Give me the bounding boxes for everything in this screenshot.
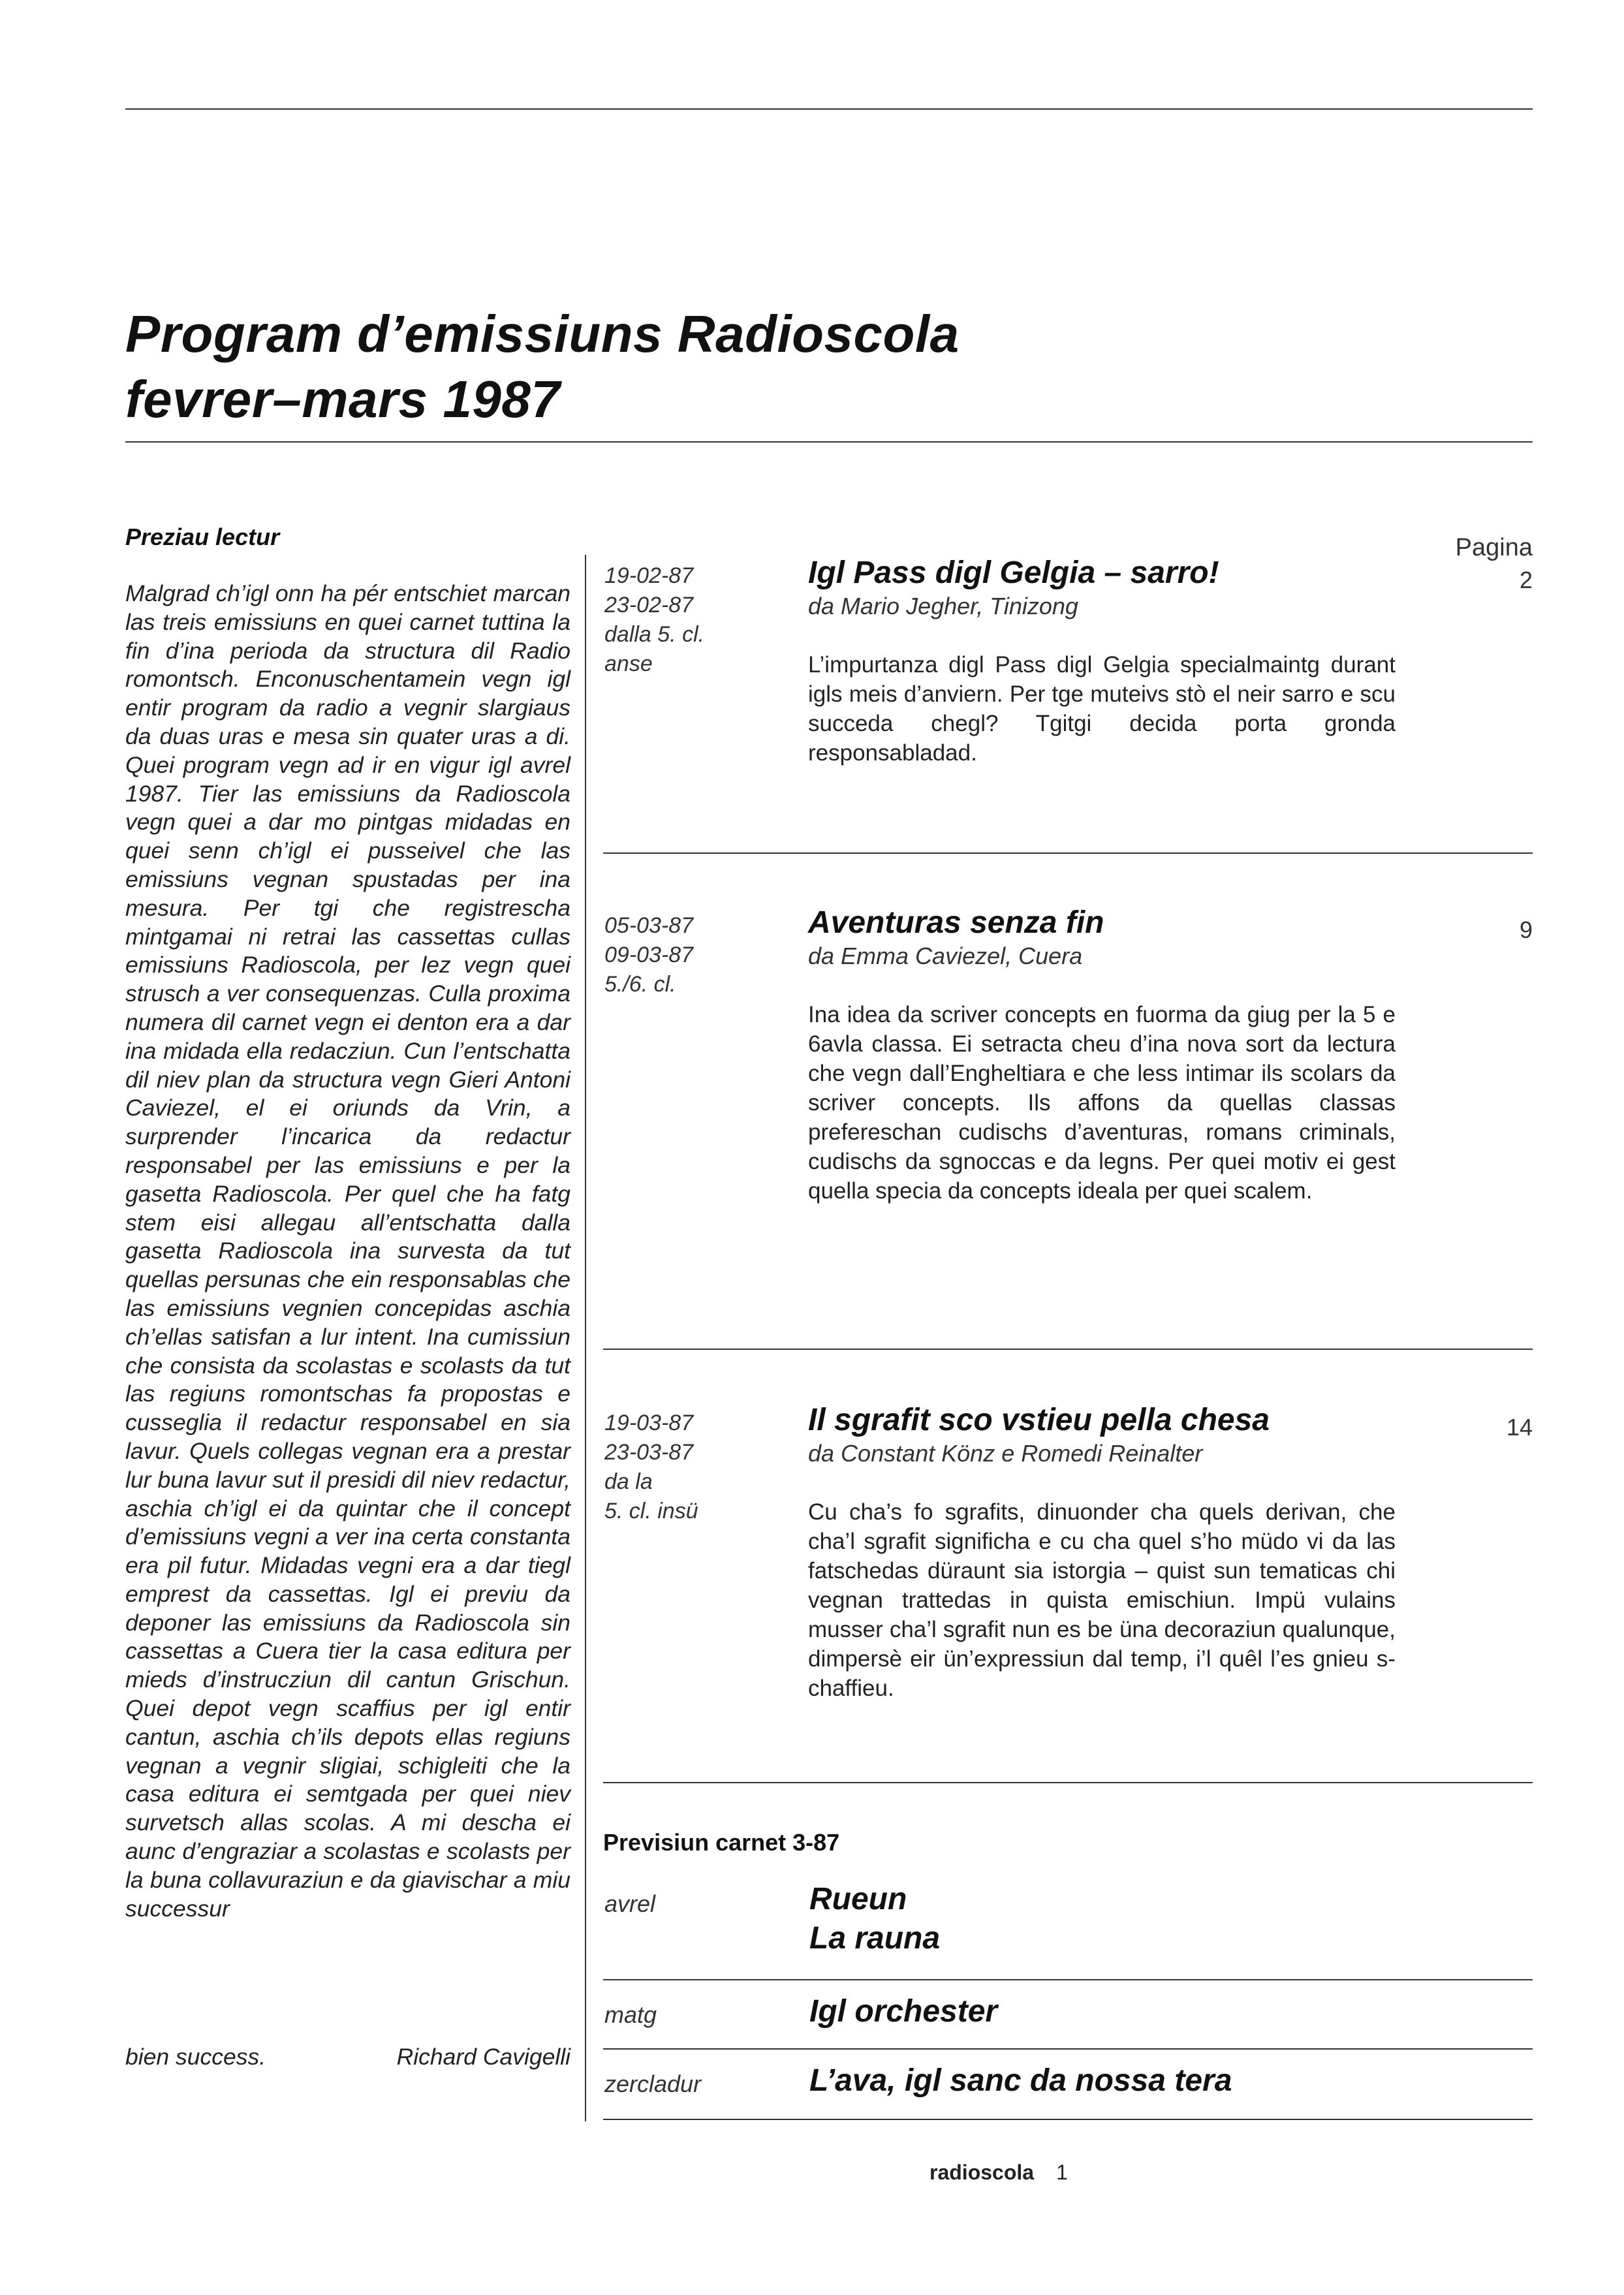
entry-1-date-2: 23-02-87	[604, 593, 694, 617]
entry-2-description: Ina idea da scriver concepts en fuorma da giug per la 5 e 6avla classa. Ei setracta cheu d’ina nova sort da lectura che vegn dall’Engheltiara e che less intimar ils scolars da scriver concepts. Ils affons da quellas classas prefereschan cudischs d’aventuras, romans criminals, cudischs da sgnoccas e da legns. Per quei motiv ei gest quella specia da concepts ideala per quei scalem.	[808, 1002, 1396, 1204]
entry-2-rule	[603, 1349, 1533, 1350]
entry-3-date-2: 23-03-87	[604, 1440, 694, 1465]
preview-month-1: avrel	[604, 1890, 656, 1917]
entry-1-class-2: anse	[604, 651, 653, 676]
footer-brand: radioscola	[929, 2161, 1035, 2184]
intro-heading: Preziau lectur	[125, 523, 280, 550]
page-title	[125, 302, 960, 432]
entry-3	[808, 1402, 1396, 1703]
intro-body: Malgrad ch’igl onn ha pér entschiet marcan las treis emissiuns en quei carnet tuttina la fin d’ina perioda da structura dil Radio romontsch. Enconuschentamein vegn igl entir program da radio a vegnir slargiaus da duas uras e mesa sin quater uras a di. Quei program vegn ad ir en vigur igl avrel 1987. Tier las emissiuns da Radioscola vegn quei a dar mo pintgas midadas en quei senn ch’igl ei pusseivel che las emissiuns vegnan spustadas per ina mesura. Per tgi che registrescha mintgamai ni retrai las cassettas cullas emissiuns Radioscola, per lez vegn quei strusch a ver consequenzas. Culla proxima numera dil carnet vegn ei denton era a dar ina midada ella redacziun. Cun l’entschatta dil niev plan da structura vegn Gieri Antoni Caviezel, el ei oriunds da Vrin, a surprender l’incarica da redactur responsabel per las emissiuns e per la gasetta Radioscola. Per quel che ha fatg stem eisi allegau all’entschatta dalla gasetta Radioscola ina survesta da tut quellas persunas che ein responsablas che las emissiuns vegnien concepidas aschia ch’ellas satisfan a lur intent. Ina cumissiun che consista da scolastas e scolasts da tut las regiuns romontschas fa propostas e cusseglia il redactur responsabel en sia lavur. Quels collegas vegnan era a prestar lur buna lavur sut il presidi dil niev redactur, aschia ch’igl ei da quintar che il concept d’emissiuns vegni a ver ina certa constanta era pil futur. Midadas vegni era a dar tiegl emprest da cassettas. Igl ei previu da deponer las emissiuns da Radioscola sin cassettas a Cuera tier la casa editura per mieds d’instrucziun dil cantun Grischun. Quei depot vegn scaffius per igl entir cantun, aschia ch’ils depots ellas regiuns vegnan a vegnir sligiai, schigleiti che la casa editura ei semtgada per quei niev survetsch allas scolas. A mi descha ei aunc d’engraziar a scolastas e scolasts per la buna collavuraziun e da giavischar a miu successur	[125, 580, 570, 1922]
entry-1-page: 2	[1519, 567, 1533, 593]
entry-3-page: 14	[1506, 1414, 1533, 1441]
entry-3-date-1: 19-03-87	[604, 1411, 694, 1435]
entry-3-title: Il sgrafit sco vstieu pella chesa	[808, 1403, 1270, 1437]
intro-signature: Richard Cavigelli	[396, 2044, 570, 2070]
entry-3-class-1: da la	[604, 1469, 653, 1494]
page-footer	[929, 2161, 1068, 2185]
entry-2-title: Aventuras senza fin	[808, 905, 1104, 940]
preview-heading: Previsiun carnet 3-87	[603, 1829, 840, 1856]
intro-closing: bien success.	[125, 2044, 266, 2070]
preview-topic-1-line-2: La rauna	[809, 1921, 941, 1956]
entry-1-author: da Mario Jegher, Tinizong	[808, 593, 1078, 619]
column-divider	[585, 555, 586, 2121]
preview-topic-1	[809, 1880, 940, 1958]
entry-2	[808, 905, 1396, 1206]
preview-topic-1-line-1: Rueun	[809, 1882, 907, 1916]
entry-2-class-1: 5./6. cl.	[604, 972, 676, 997]
entry-2-date-2: 09-03-87	[604, 943, 694, 967]
intro-closing-row	[125, 2043, 570, 2072]
entry-1-title: Igl Pass digl Gelgia – sarro!	[808, 555, 1219, 590]
title-line-1: Program d’emissiuns Radioscola	[125, 305, 960, 363]
top-rule	[125, 108, 1533, 110]
pagina-label: Pagina	[1455, 534, 1533, 561]
title-rule	[125, 441, 1533, 443]
entry-3-meta	[604, 1409, 698, 1526]
entry-1-meta	[604, 561, 704, 679]
preview-rule-2	[603, 2048, 1533, 2050]
entry-3-author: da Constant Könz e Romedi Reinalter	[808, 1440, 1203, 1467]
entry-1-date-1: 19-02-87	[604, 563, 694, 588]
preview-topic-3: L’ava, igl sanc da nossa tera	[809, 2063, 1232, 2098]
entry-1-class-1: dalla 5. cl.	[604, 622, 705, 647]
entry-1	[808, 555, 1396, 768]
entry-1-rule	[603, 852, 1533, 854]
preview-month-2: matg	[604, 2001, 657, 2028]
title-line-2: fevrer–mars 1987	[125, 370, 561, 428]
footer-page-number: 1	[1056, 2161, 1068, 2184]
entry-3-class-2: 5. cl. insü	[604, 1499, 698, 1523]
preview-topic-2: Igl orchester	[809, 1994, 998, 2029]
entry-3-description: Cu cha’s fo sgrafits, dinuonder cha quels derivan, che cha’l sgrafit significha e cu cha quel s’ho müdo vi da las fatschedas düraunt sia istorgia – quist sun tematicas chi vegnan trattedas in quista emischiun. Impü vulains musser cha’l sgrafit nun es be üna decoraziun qualunque, dimpersè eir ün’expressiun dal temp, i’l quêl l’es gnieu s-chaffieu.	[808, 1499, 1396, 1701]
entry-2-page: 9	[1519, 916, 1533, 943]
entry-2-meta	[604, 911, 693, 999]
entry-1-description: L’impurtanza digl Pass digl Gelgia specialmaintg durant igls meis d’anviern. Per tge muteivs stò el neir sarro e scu succeda chegl? Tgitgi decida porta gronda responsabladad.	[808, 652, 1396, 766]
preview-rule-1	[603, 1979, 1533, 1980]
preview-rule-3	[603, 2119, 1533, 2120]
entry-3-rule	[603, 1782, 1533, 1783]
entry-2-author: da Emma Caviezel, Cuera	[808, 943, 1083, 969]
entry-2-date-1: 05-03-87	[604, 913, 694, 938]
preview-month-3: zercladur	[604, 2070, 702, 2097]
